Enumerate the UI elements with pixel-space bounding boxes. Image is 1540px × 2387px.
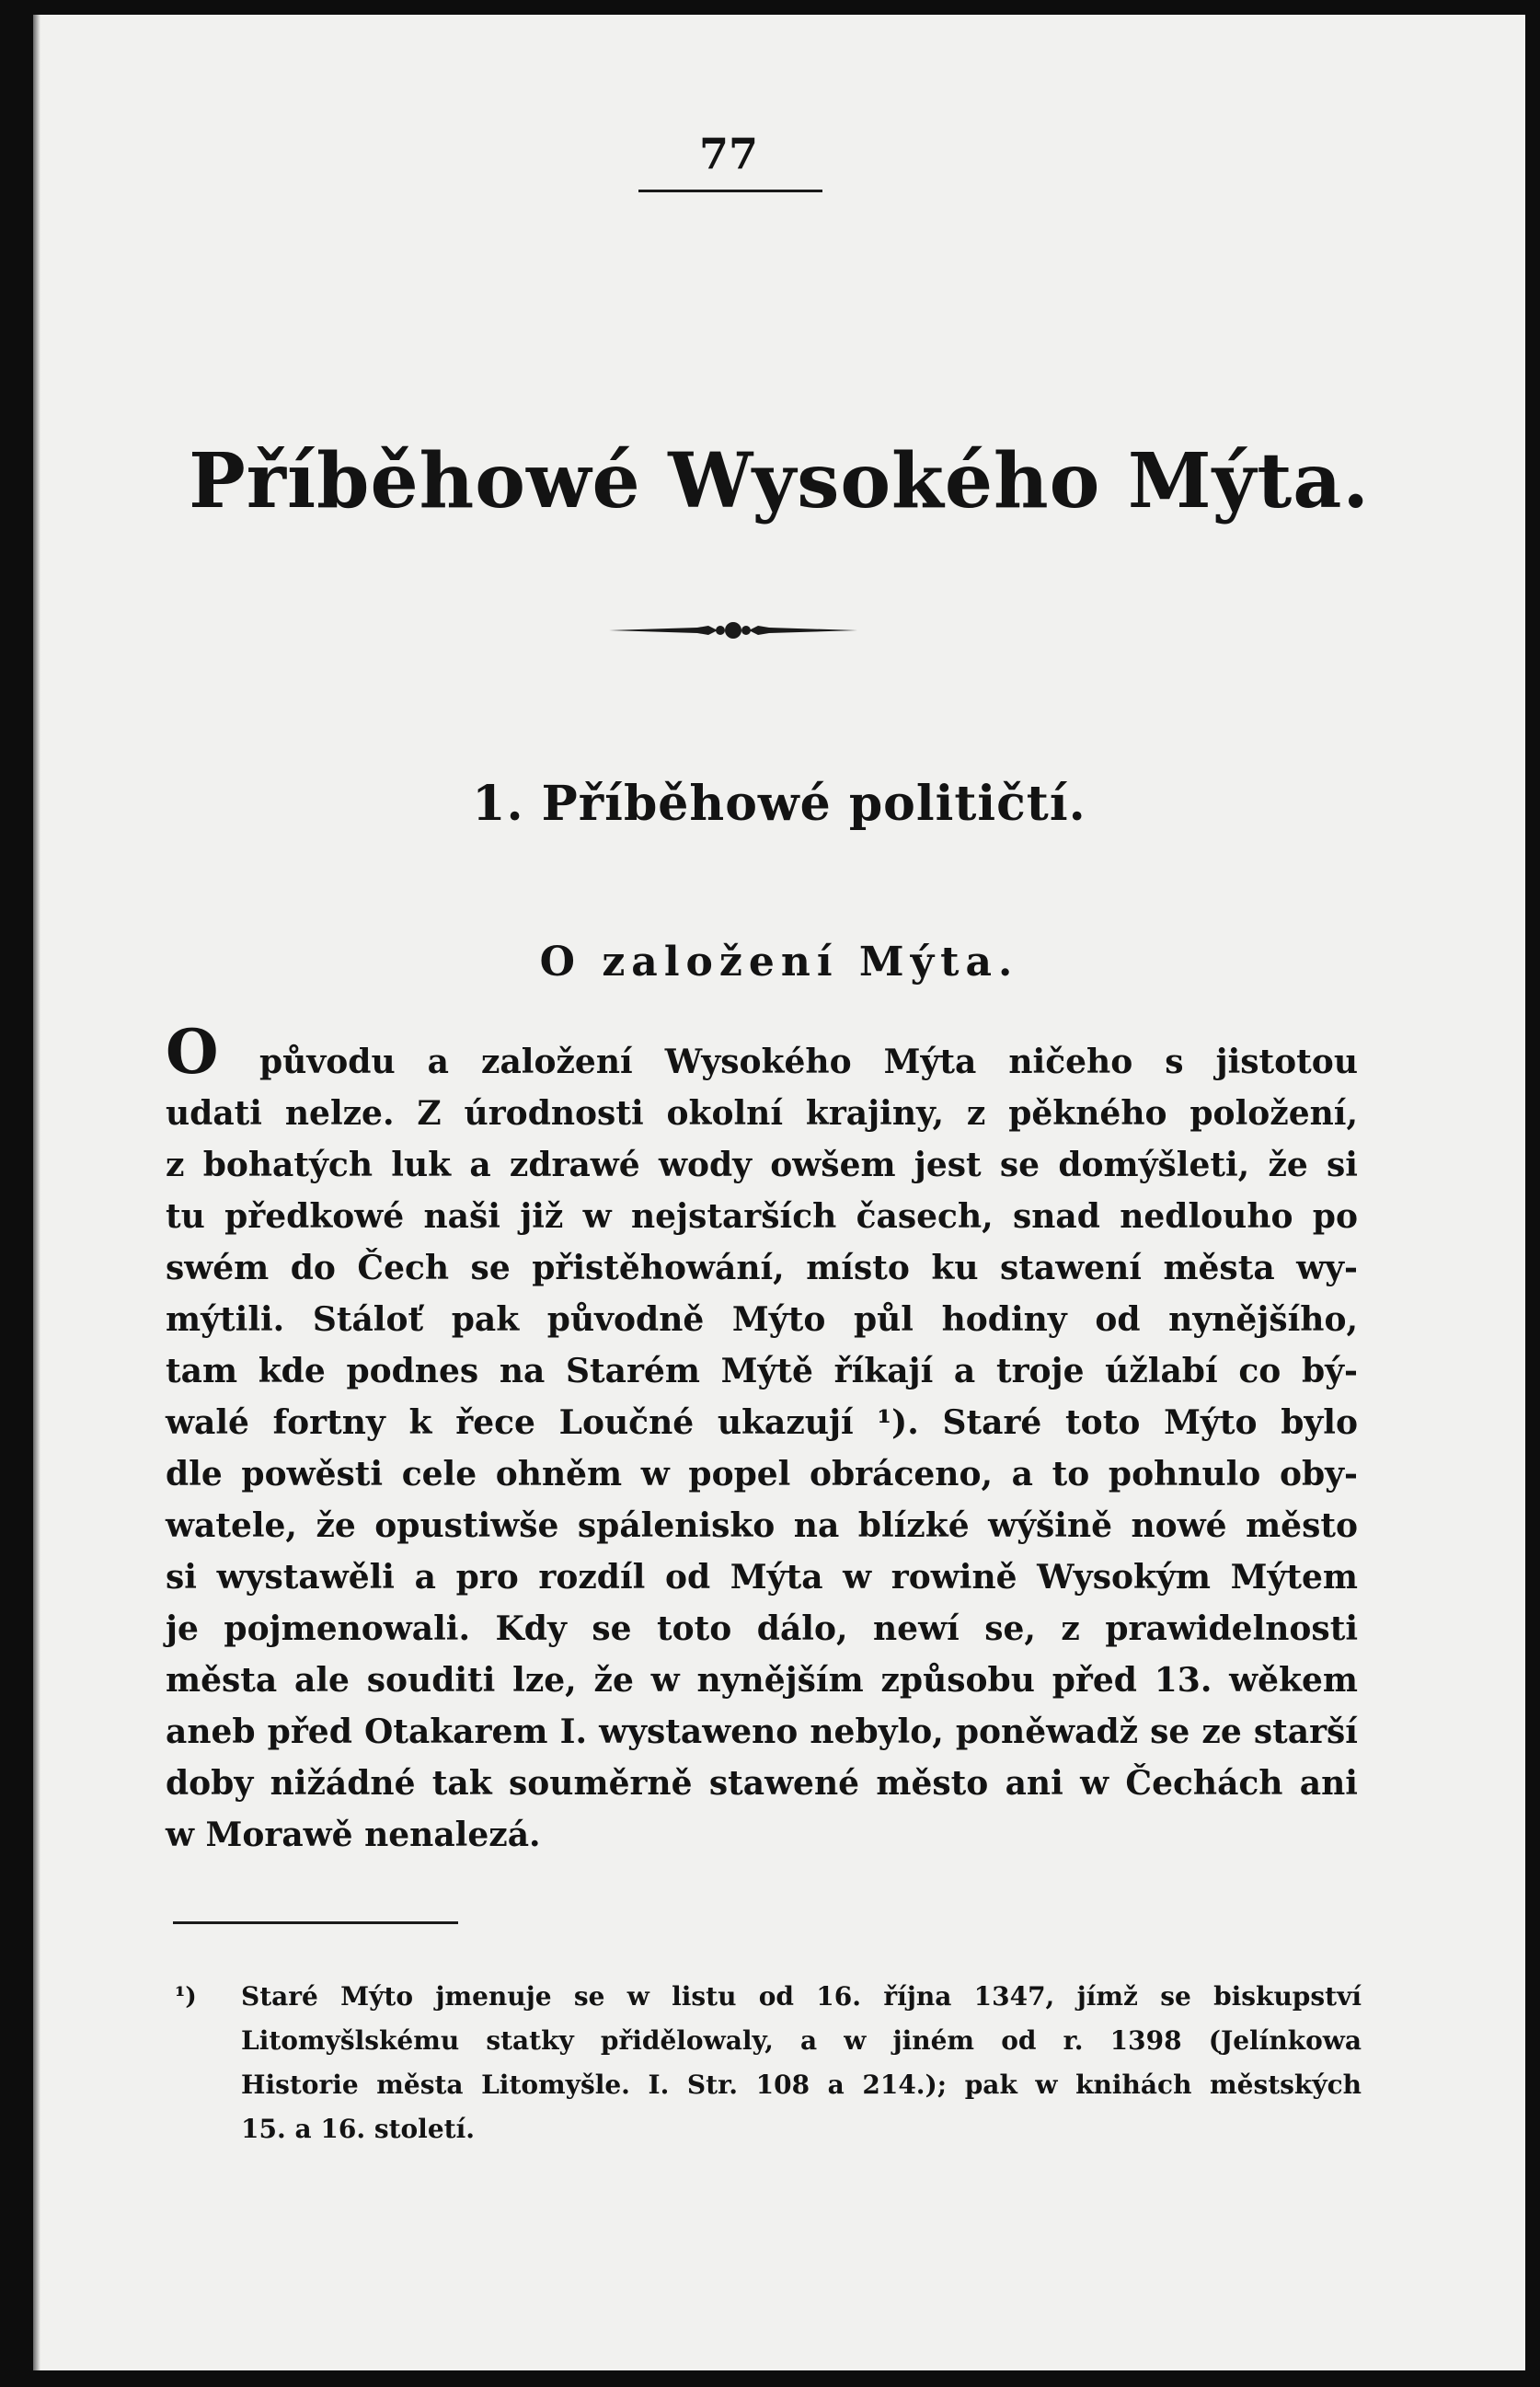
footnote-text xyxy=(241,1975,1362,2151)
footnote-separator xyxy=(173,1921,458,1924)
ornament-divider-icon xyxy=(609,618,857,642)
body-line: swém do Čech se přistěhowání, místo ku stawení města wy- xyxy=(166,1249,1358,1287)
footnote-line: Litomyšlskému statky přidělowaly, a w jiném od r. 1398 (Jelínkowa xyxy=(241,2025,1362,2056)
body-paragraph xyxy=(166,1036,1358,1861)
footnote-marker: ¹) xyxy=(175,1983,197,2011)
body-line: mýtili. Stáloť pak původně Mýto půl hodiny od nynějšího, xyxy=(166,1300,1358,1339)
body-line: je pojmenowali. Kdy se toto dálo, newí se, z prawidelnosti xyxy=(166,1609,1358,1648)
body-line: dle powěsti cele ohněm w popel obráceno, a to pohnulo oby- xyxy=(166,1455,1358,1493)
subsection-heading: O založení Mýta. xyxy=(539,939,1019,986)
body-line: tam kde podnes na Starém Mýtě říkají a troje úžlabí co bý- xyxy=(166,1352,1358,1390)
footnote xyxy=(175,1975,1362,2151)
page-number-underline xyxy=(638,190,822,192)
footnote-line: Historie města Litomyšle. I. Str. 108 a 214.); pak w knihách městských xyxy=(241,2070,1362,2100)
body-line: watele, že opustiwše spálenisko na blízké wýšině nowé město xyxy=(166,1506,1358,1545)
drop-cap-initial: O xyxy=(166,1016,219,1088)
body-line: w Morawě nenalezá. xyxy=(166,1816,541,1854)
body-line: aneb před Otakarem I. wystaweno nebylo, poněwadž se ze starší xyxy=(166,1712,1358,1751)
page-binding-shadow xyxy=(33,15,40,2370)
body-line: udati nelze. Z úrodnosti okolní krajiny, z pěkného položení, xyxy=(166,1094,1358,1133)
body-line: původu a založení Wysokého Mýta ničeho s jistotou xyxy=(259,1043,1358,1081)
body-line: walé fortny k řece Loučné ukazují ¹). Staré toto Mýto bylo xyxy=(166,1403,1358,1442)
body-line: tu předkowé naši již w nejstarších časech, snad nedlouho po xyxy=(166,1197,1358,1236)
book-page xyxy=(33,15,1525,2370)
body-line: města ale souditi lze, že w nynějším způsobu před 13. wěkem xyxy=(166,1661,1358,1700)
chapter-title: Příběhowé Wysokého Mýta. xyxy=(189,437,1370,525)
footnote-line: Staré Mýto jmenuje se w listu od 16. října 1347, jímž se biskupství xyxy=(241,1981,1362,2012)
body-line: si wystawěli a pro rozdíl od Mýta w rowině Wysokým Mýtem xyxy=(166,1558,1358,1597)
page-number: 77 xyxy=(698,129,758,179)
section-heading: 1. Příběhowé političtí. xyxy=(472,776,1086,832)
body-line: doby nižádné tak souměrně stawené město ani w Čechách ani xyxy=(166,1764,1358,1803)
footnote-line: 15. a 16. století. xyxy=(241,2114,475,2144)
body-line: z bohatých luk a zdrawé wody owšem jest se domýšleti, že si xyxy=(166,1146,1358,1184)
